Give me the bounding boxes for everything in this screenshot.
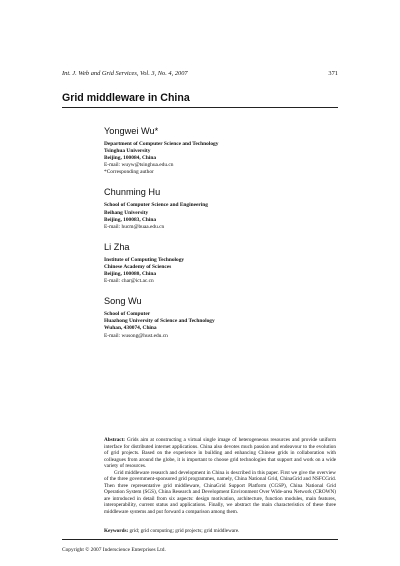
author-affiliation-line: Chinese Academy of Sciences bbox=[104, 263, 172, 270]
author-affiliation-line: School of Computer bbox=[104, 311, 151, 318]
copyright-notice: Copyright © 2007 Inderscience Enterprises Ltd. bbox=[62, 547, 166, 553]
author-email: E-mail: wuyw@tsinghua.edu.cn bbox=[104, 162, 174, 169]
author-affiliation-line: Beijing, 100084, China bbox=[104, 155, 157, 162]
author-block bbox=[104, 242, 344, 285]
author-email: E-mail: hucm@buaa.edu.cn bbox=[104, 223, 165, 230]
keywords-label: Keywords: bbox=[104, 528, 129, 534]
author-email: E-mail: char@ict.ac.cn bbox=[104, 278, 154, 285]
abstract-paragraph: Grid middleware research and development in China is described in this paper. First we give the overview of the three government-sponsored grid programmes, namely, China National Grid, ChinaGrid and NSFCGrid. Then three representative grid middleware, ChinaGrid Support Platform (CGSP), China National Grid Operation System (SGS), China Research and Development Environment Over Wide-area Network (CROWN) are introduced in detail from six aspects: design motivation, architecture, function modules, main features, interoperability, current status and applications. Finally, we abstract the main characteristics of these three middleware systems and put forward a comparison among them. bbox=[104, 469, 336, 515]
paper-title: Grid middleware in China bbox=[62, 92, 190, 104]
author-affiliation-line: Beihang University bbox=[104, 209, 149, 216]
author-list bbox=[104, 126, 344, 351]
author-name: Song Wu bbox=[104, 296, 142, 307]
keywords bbox=[104, 528, 336, 535]
author-block bbox=[104, 187, 344, 230]
author-name: Chunming Hu bbox=[104, 187, 161, 198]
keywords-text: grid; grid computing; grid projects; grid middleware. bbox=[129, 528, 240, 534]
author-name: Yongwei Wu* bbox=[104, 126, 159, 136]
author-affiliation-line: Tsinghua University bbox=[104, 148, 151, 155]
author-affiliation-line: School of Computer Science and Engineering bbox=[104, 202, 208, 209]
author-email: E-mail: wusong@hust.edu.cn bbox=[104, 332, 168, 339]
footer-rule bbox=[62, 539, 338, 540]
author-block bbox=[104, 296, 344, 339]
title-rule bbox=[62, 107, 338, 108]
author-affiliation-line: Institute of Computing Technology bbox=[104, 256, 185, 263]
author-affiliation-line: Beijing, 100083, China bbox=[104, 216, 157, 223]
abstract-label: Abstract: bbox=[104, 437, 126, 443]
author-block bbox=[104, 126, 344, 176]
journal-citation: Int. J. Web and Grid Services, Vol. 3, No. 4, 2007 bbox=[62, 70, 188, 77]
corresponding-note: *Corresponding author bbox=[104, 169, 154, 176]
author-name: Li Zha bbox=[104, 241, 130, 252]
author-affiliation-line: Wuhan, 430074, China bbox=[104, 325, 157, 332]
page-number: 371 bbox=[328, 70, 338, 77]
abstract bbox=[104, 437, 336, 515]
author-affiliation-line: Beijing, 100080, China bbox=[104, 271, 157, 278]
abstract-paragraph bbox=[104, 437, 336, 470]
running-header bbox=[62, 70, 338, 78]
author-affiliation-line: Department of Computer Science and Technology bbox=[104, 141, 219, 147]
author-affiliation-line: Huazhong University of Science and Technology bbox=[104, 318, 215, 325]
abstract-text: Grids aim at constructing a virtual single image of heterogeneous resources and provide uniform interface for distributed internet applications. China also devotes much passion and endeavour to the evolution of grid projects. Based on the experience in building and enhancing Chinese grids in collaboration with colleagues from around the globe, it is important to choose grid technologies that support and work on a wide variety of resources. bbox=[104, 437, 336, 469]
